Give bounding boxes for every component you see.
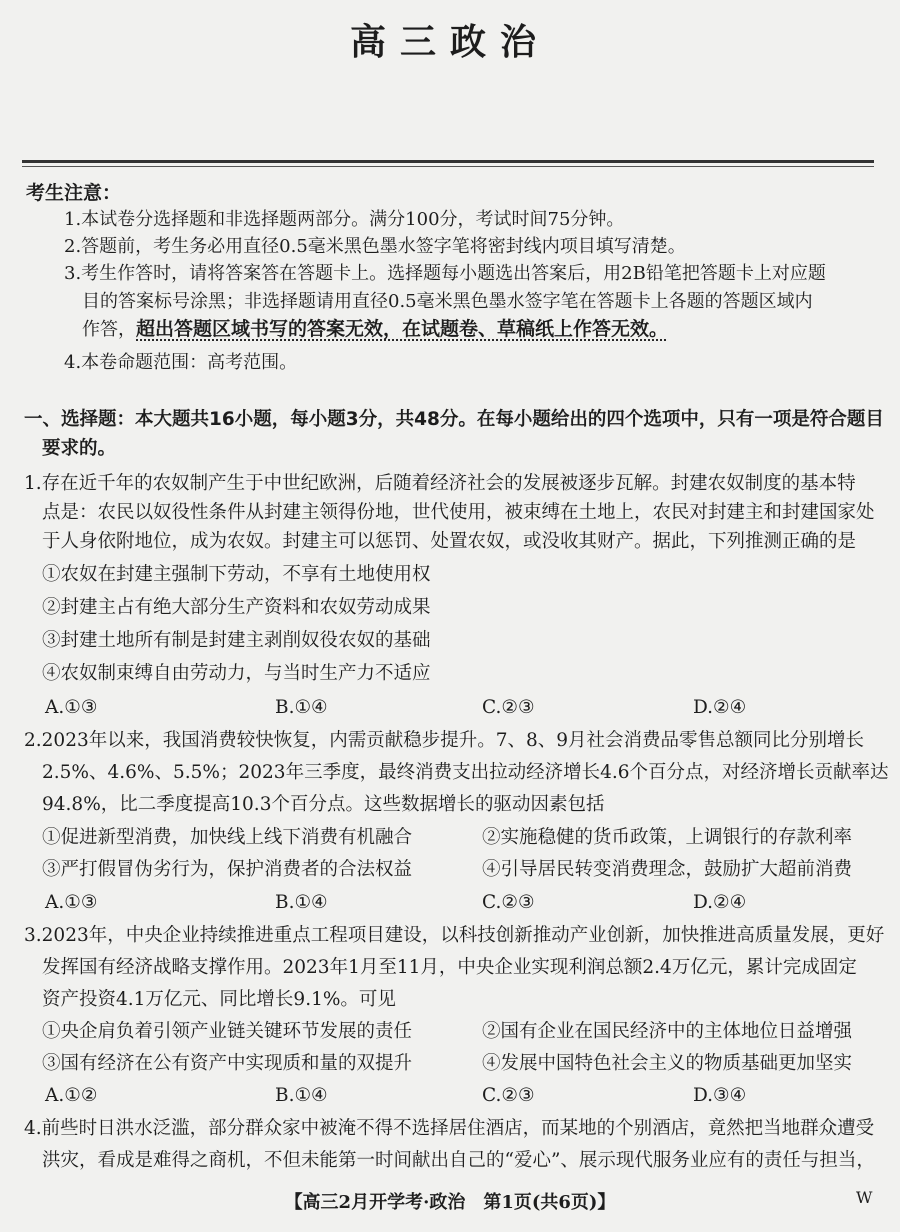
q2-statement-4: ④引导居民转变消费理念，鼓励扩大超前消费 [482,859,853,880]
section-heading-line-2: 要求的。 [42,438,117,459]
notice-heading: 考生注意： [26,182,122,204]
q2-option-d: D.②④ [693,892,747,913]
notice-item-3-line-2: 目的答案标号涂黑；非选择题请用直径0.5毫米黑色墨水签字笔在答题卡上各题的答题区域内 [82,291,813,312]
q1-statement-3: ③封建土地所有制是封建主剥削奴役农奴的基础 [42,630,431,651]
q3-option-b: B.①④ [275,1085,328,1106]
q1-stem-line-1: 1.存在近千年的农奴制产生于中世纪欧洲，后随着经济社会的发展被逐步瓦解。封建农奴制度的基本特 [24,473,856,494]
q2-stem-line-2: 2.5%、4.6%、5.5%；2023年三季度，最终消费支出拉动经济增长4.6个百分点，对经济增长贡献率达 [42,762,889,783]
notice-item-4: 4.本卷命题范围：高考范围。 [64,352,298,373]
page-footer: 【高三2月开学考·政治 第1页(共6页)】 [284,1192,616,1213]
q3-statement-2: ②国有企业在国民经济中的主体地位日益增强 [482,1021,853,1042]
section-heading-line-1: 一、选择题：本大题共16小题，每小题3分，共48分。在每小题给出的四个选项中，只有一项是符合题目 [24,409,884,430]
header-rule-thin [22,166,874,167]
q1-stem-line-3: 于人身依附地位，成为农奴。封建主可以惩罚、处置农奴，或没收其财产。据此，下列推测正确的是 [42,531,857,552]
q3-statement-3: ③国有经济在公有资产中实现质和量的双提升 [42,1053,413,1074]
q2-option-a: A.①③ [45,892,98,913]
q1-option-a: A.①③ [45,697,98,718]
q3-stem-line-1: 3.2023年，中央企业持续推进重点工程项目建设，以科技创新推动产业创新，加快推进高质量发展，更好 [24,925,885,946]
q4-stem-line-2: 洪灾，看成是难得之商机，不但未能第一时间献出自己的“爱心”、展示现代服务业应有的责任与担当， [42,1150,875,1171]
q4-stem-line-1: 4.前些时日洪水泛滥，部分群众家中被淹不得不选择居住酒店，而某地的个别酒店，竟然把当地群众遭受 [24,1118,875,1139]
notice-emphasis: 超出答题区域书写的答案无效，在试题卷、草稿纸上作答无效。 [136,318,669,340]
q3-option-a: A.①② [45,1085,98,1106]
q3-stem-line-2: 发挥国有经济战略支撑作用。2023年1月至11月，中央企业实现利润总额2.4万亿元，累计完成固定 [42,957,857,978]
q3-stem-line-3: 资产投资4.1万亿元、同比增长9.1%。可见 [42,989,396,1010]
notice-item-3-line-3 [82,318,668,341]
notice-item-2: 2.答题前，考生务必用直径0.5毫米黑色墨水签字笔将密封线内项目填写清楚。 [64,236,686,257]
q1-statement-1: ①农奴在封建主强制下劳动，不享有土地使用权 [42,564,431,585]
q3-statement-4: ④发展中国特色社会主义的物质基础更加坚实 [482,1053,853,1074]
q1-option-b: B.①④ [275,697,328,718]
q1-option-d: D.②④ [693,697,747,718]
q3-option-c: C.②③ [482,1085,535,1106]
q1-option-c: C.②③ [482,697,535,718]
notice-item-1: 1.本试卷分选择题和非选择题两部分。满分100分，考试时间75分钟。 [64,209,625,230]
q2-option-b: B.①④ [275,892,328,913]
notice-item-3-line-1: 3.考生作答时，请将答案答在答题卡上。选择题每小题选出答案后，用2B铅笔把答题卡上对应题 [64,263,826,284]
notice-item-3-prefix: 作答， [82,319,136,340]
q2-statement-3: ③严打假冒伪劣行为，保护消费者的合法权益 [42,859,413,880]
header-rule-thick [22,160,874,163]
corner-mark: W [856,1188,873,1207]
q2-statement-1: ①促进新型消费，加快线上线下消费有机融合 [42,827,413,848]
q2-stem-line-3: 94.8%，比二季度提高10.3个百分点。这些数据增长的驱动因素包括 [42,794,605,815]
q1-stem-line-2: 点是：农民以奴役性条件从封建主领得份地，世代使用，被束缚在土地上，农民对封建主和封建国家处 [42,502,875,523]
q2-option-c: C.②③ [482,892,535,913]
q1-statement-4: ④农奴制束缚自由劳动力，与当时生产力不适应 [42,663,431,684]
q2-stem-line-1: 2.2023年以来，我国消费较快恢复，内需贡献稳步提升。7、8、9月社会消费品零售总额同比分别增长 [24,730,865,751]
q1-statement-2: ②封建主占有绝大部分生产资料和农奴劳动成果 [42,597,431,618]
exam-title: 高三政治 [349,21,550,63]
q3-statement-1: ①央企肩负着引领产业链关键环节发展的责任 [42,1021,413,1042]
q2-statement-2: ②实施稳健的货币政策，上调银行的存款利率 [482,827,853,848]
q3-option-d: D.③④ [693,1085,747,1106]
